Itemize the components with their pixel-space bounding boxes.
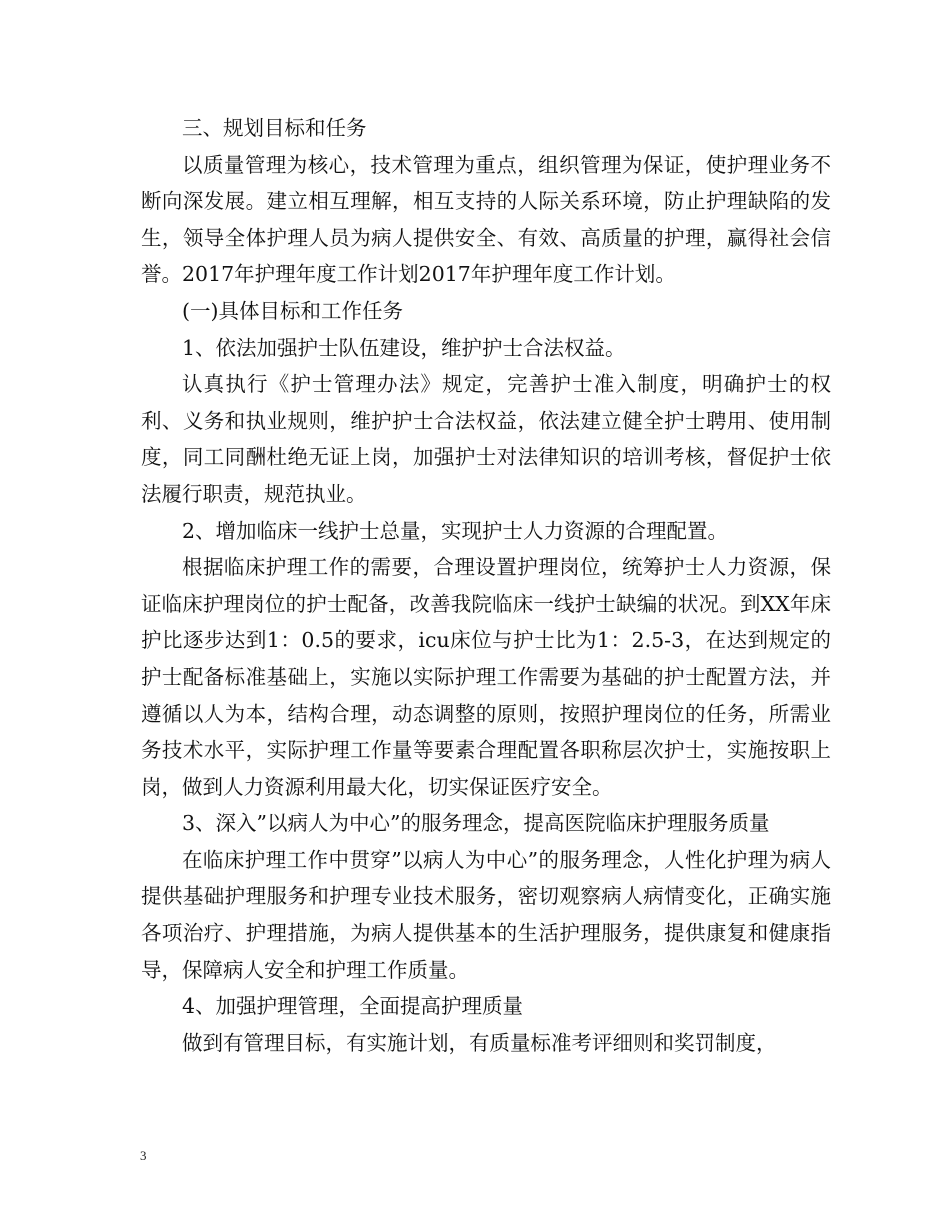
section-heading-planning-goals: 三、规划目标和任务 [182,116,367,140]
paragraph-item-1: 认真执行《护士管理办法》规定，完善护士准入制度，明确护士的权利、义务和执业规则，维护护士合法权益，依法建立健全护士聘用、使用制度，同工同酬杜绝无证上岗，加强护士对法律知识的培训考核，督促护士依法履行职责，规范执业。 [141,372,831,506]
paragraph-item-2: 根据临床护理工作的需要，合理设置护理岗位，统筹护士人力资源，保证临床护理岗位的护士配备，改善我院临床一线护士缺编的状况。到XX年床护比逐步达到1：0.5的要求，icu床位与护士比为1：2.5-3，在达到规定的护士配备标准基础上，实施以实际护理工作需要为基础的护士配置方法，并遵循以人为本，结构合理，动态调整的原则，按照护理岗位的任务，所需业务技术水平，实际护理工作量等要素合理配置各职称层次护士，实施按职上岗，做到人力资源利用最大化，切实保证医疗安全。 [141,555,831,799]
paragraph-quality-core: 以质量管理为核心，技术管理为重点，组织管理为保证，使护理业务不断向深发展。建立相互理解，相互支持的人际关系环境，防止护理缺陷的发生，领导全体护理人员为病人提供安全、有效、高质量的护理，赢得社会信誉。2017年护理年度工作计划2017年护理年度工作计划。 [141,152,831,287]
document-body [141,110,831,1061]
paragraph-item-3: 在临床护理工作中贯穿”以病人为中心”的服务理念，人性化护理为病人提供基础护理服务和护理专业技术服务，密切观察病人病情变化，正确实施各项治疗、护理措施，为病人提供基本的生活护理服务，提供康复和健康指导，保障病人安全和护理工作质量。 [141,847,831,982]
page-number: 3 [140,1148,147,1163]
paragraph-item-4: 做到有管理目标，有实施计划，有质量标准考评细则和奖罚制度， [182,1030,777,1055]
item-heading-2: 2、增加临床一线护士总量，实现护士人力资源的合理配置。 [182,518,729,543]
item-heading-4: 4、加强护理管理，全面提高护理质量 [182,994,524,1019]
item-heading-3: 3、深入”以病人为中心”的服务理念，提高医院临床护理服务质量 [182,811,770,836]
subsection-heading-specific-goals: (一)具体目标和工作任务 [182,298,403,323]
item-heading-1: 1、依法加强护士队伍建设，维护护士合法权益。 [182,335,626,360]
